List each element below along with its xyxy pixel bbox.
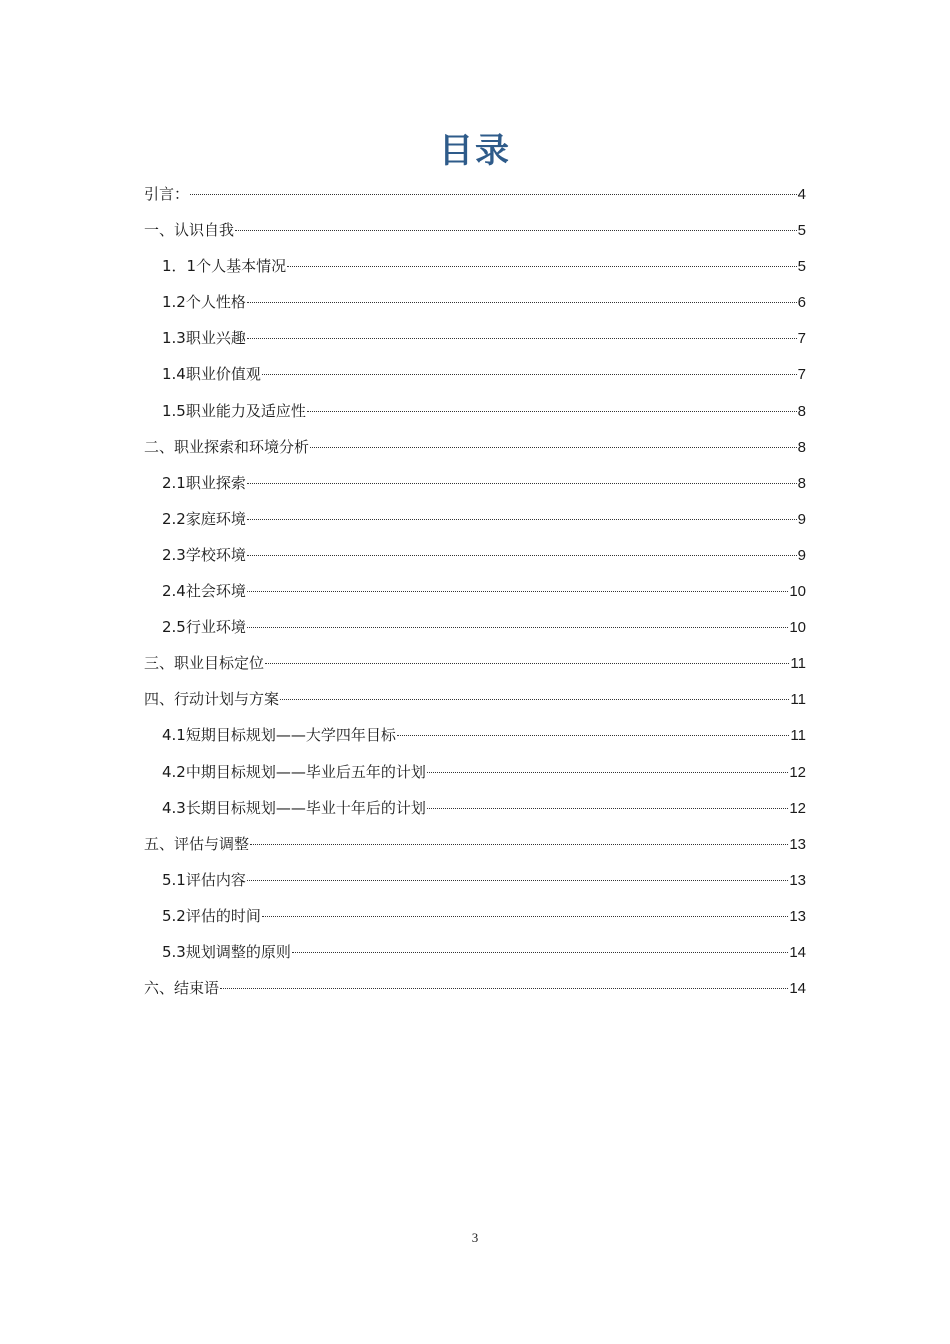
toc-entry-title: 5.2评估的时间 <box>162 906 261 925</box>
dot-leader <box>247 880 788 881</box>
toc-entry-title: 四、行动计划与方案 <box>144 690 280 709</box>
toc-entry-page: 7 <box>797 330 806 348</box>
toc-entry-page: 13 <box>789 835 806 853</box>
toc-entry-title: 2.4社会环境 <box>162 582 246 601</box>
toc-entry[interactable] <box>144 970 806 1006</box>
toc-entry[interactable] <box>144 645 806 681</box>
toc-entry-title: 五、评估与调整 <box>144 834 250 853</box>
toc-entry[interactable] <box>144 465 806 501</box>
toc-entry-title: 1.2个人性格 <box>162 293 246 312</box>
toc-entry-page: 10 <box>789 583 806 601</box>
dot-leader <box>235 230 797 231</box>
toc-entry[interactable] <box>144 862 806 898</box>
toc-entry[interactable] <box>144 573 806 609</box>
dot-leader <box>190 194 797 195</box>
dot-leader <box>310 447 797 448</box>
toc-entry-title: 4.1短期目标规划——大学四年目标 <box>162 726 396 745</box>
toc-entry-title: 2.2家庭环境 <box>162 509 246 528</box>
toc-entry-title: 4.2中期目标规划——毕业后五年的计划 <box>162 762 426 781</box>
toc-entry-title: 2.1职业探索 <box>162 473 246 492</box>
dot-leader <box>262 374 797 375</box>
toc-entry[interactable] <box>144 898 806 934</box>
toc-entry-page: 11 <box>790 655 806 673</box>
toc-entry-page: 9 <box>797 546 806 564</box>
dot-leader <box>250 844 788 845</box>
toc-entry[interactable] <box>144 934 806 970</box>
toc-heading: 目录 <box>439 131 511 171</box>
dot-leader <box>247 519 797 520</box>
toc-entry[interactable] <box>144 320 806 356</box>
toc-entry[interactable] <box>144 790 806 826</box>
toc-entry-title: 1.5职业能力及适应性 <box>162 401 306 420</box>
toc-entry-page: 11 <box>790 691 806 709</box>
dot-leader <box>247 591 788 592</box>
dot-leader <box>262 916 788 917</box>
toc-entry[interactable] <box>144 356 806 392</box>
toc-entry-title: 六、结束语 <box>144 979 220 998</box>
toc-entry[interactable] <box>144 717 806 753</box>
toc-entry-page: 8 <box>797 474 806 492</box>
dot-leader <box>397 735 790 736</box>
toc-entry-title: 1．1个人基本情况 <box>162 257 287 276</box>
dot-leader <box>307 411 797 412</box>
toc-entry-title: 5.1评估内容 <box>162 870 246 889</box>
toc-entry-title: 一、认识自我 <box>144 221 235 240</box>
toc-entry-page: 4 <box>797 186 806 203</box>
dot-leader <box>280 699 789 700</box>
toc-entry-page: 5 <box>797 258 806 276</box>
toc-entry-page: 14 <box>789 943 806 961</box>
toc-entry[interactable] <box>144 393 806 429</box>
toc-entry[interactable] <box>144 537 806 573</box>
toc-entry-title: 2.3学校环境 <box>162 545 246 564</box>
toc-entry-page: 13 <box>789 907 806 925</box>
toc-entry[interactable] <box>144 501 806 537</box>
dot-leader <box>247 483 797 484</box>
toc-entry-page: 10 <box>789 619 806 637</box>
toc-entry-page: 6 <box>797 294 806 312</box>
toc-entry[interactable] <box>144 681 806 717</box>
toc-entry[interactable] <box>144 248 806 284</box>
toc-entry[interactable] <box>144 609 806 645</box>
toc-entry-page: 9 <box>797 510 806 528</box>
toc-entry[interactable] <box>144 284 806 320</box>
toc-entry-title: 1.4职业价值观 <box>162 365 261 384</box>
dot-leader <box>220 988 788 989</box>
dot-leader <box>247 555 797 556</box>
toc-entry-page: 12 <box>789 799 806 817</box>
toc-entry[interactable] <box>144 826 806 862</box>
dot-leader <box>427 772 788 773</box>
toc-entry-title: 引言： <box>144 185 190 203</box>
toc-entry-title: 2.5行业环境 <box>162 618 246 637</box>
dot-leader <box>427 808 788 809</box>
toc-entry-title: 5.3规划调整的原则 <box>162 942 291 961</box>
dot-leader <box>292 952 788 953</box>
dot-leader <box>265 663 789 664</box>
table-of-contents <box>144 176 806 1006</box>
toc-entry-page: 14 <box>789 980 806 998</box>
toc-entry-title: 4.3长期目标规划——毕业十年后的计划 <box>162 798 426 817</box>
dot-leader <box>247 627 788 628</box>
toc-entry-page: 13 <box>789 871 806 889</box>
toc-entry[interactable] <box>144 212 806 248</box>
toc-entry[interactable] <box>144 429 806 465</box>
toc-entry-title: 二、职业探索和环境分析 <box>144 437 310 456</box>
toc-entry-page: 8 <box>797 438 806 456</box>
dot-leader <box>247 338 797 339</box>
toc-entry-page: 12 <box>789 763 806 781</box>
toc-entry[interactable] <box>144 176 806 212</box>
toc-entry-page: 11 <box>790 727 806 745</box>
toc-entry-page: 5 <box>797 222 806 240</box>
dot-leader <box>287 266 797 267</box>
toc-entry-title: 三、职业目标定位 <box>144 654 265 673</box>
page-number: 3 <box>471 1230 479 1245</box>
toc-entry-title: 1.3职业兴趣 <box>162 329 246 348</box>
toc-entry-page: 7 <box>797 366 806 384</box>
toc-entry-page: 8 <box>797 402 806 420</box>
toc-entry[interactable] <box>144 754 806 790</box>
dot-leader <box>247 302 797 303</box>
